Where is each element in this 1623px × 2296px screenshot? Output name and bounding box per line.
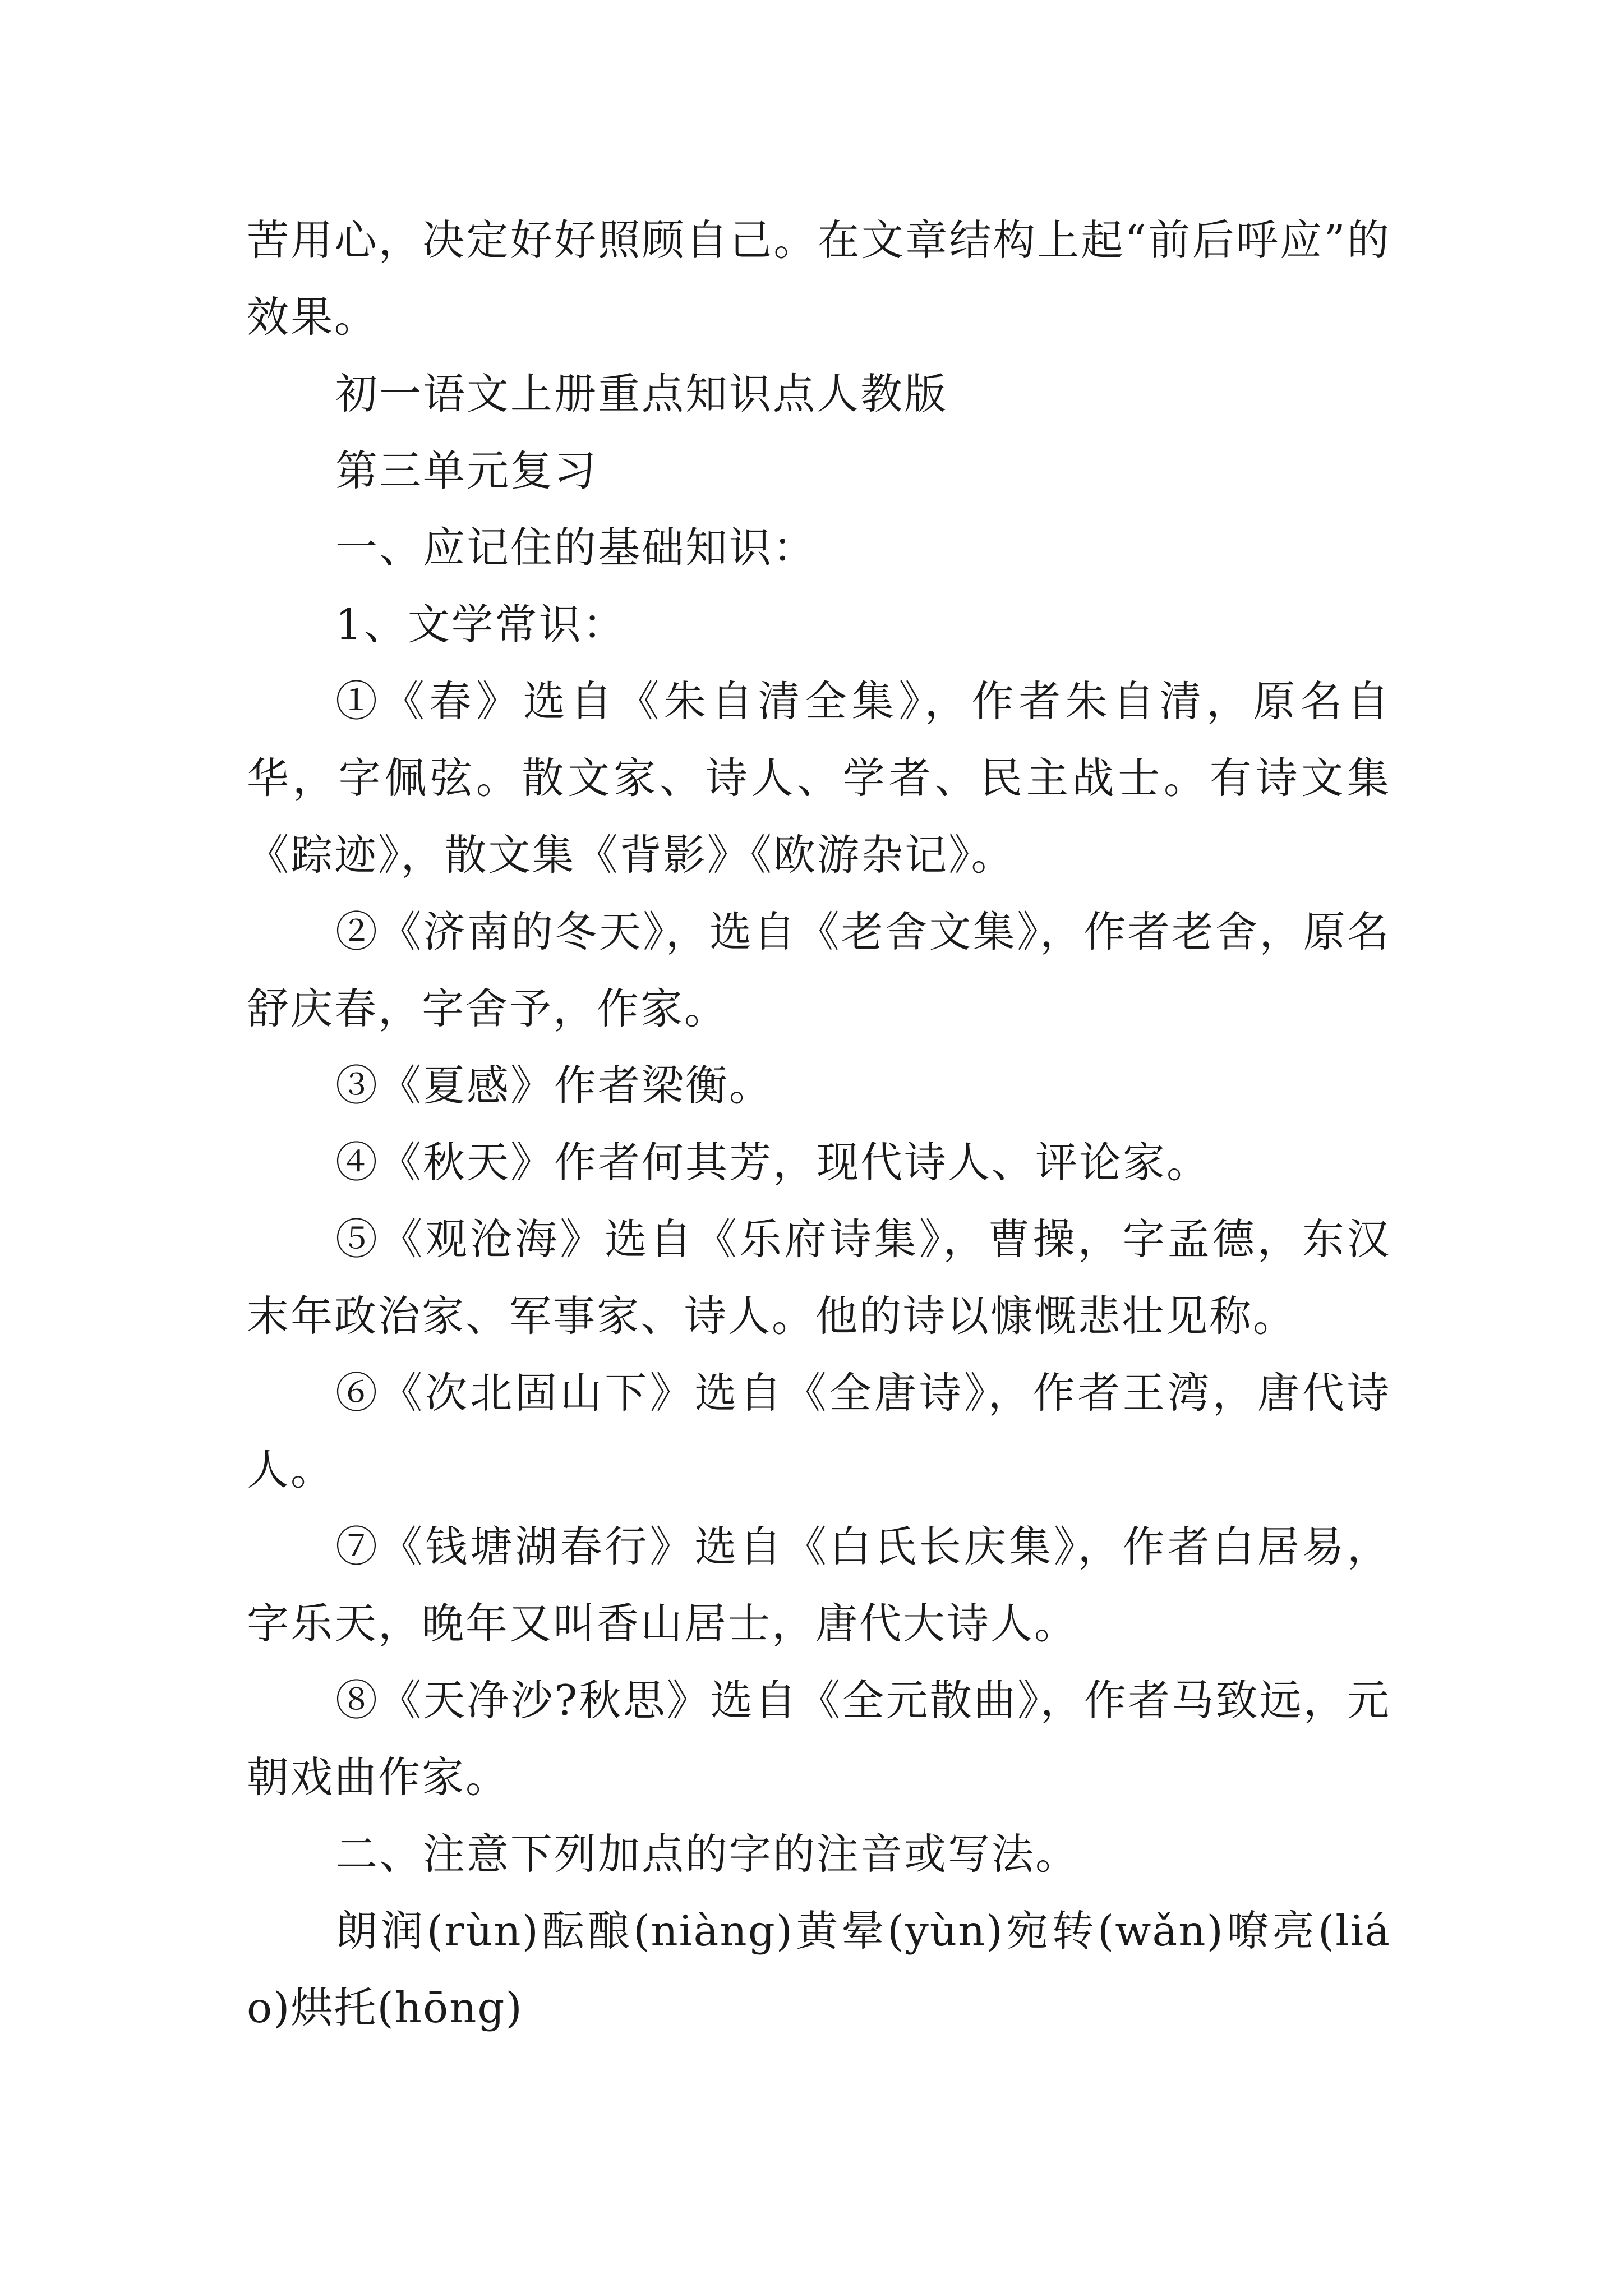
list-item-viewing-sea: ⑤《观沧海》选自《乐府诗集》，曹操，字孟德，东汉末年政治家、军事家、诗人。他的诗以慷慨悲壮见称。 <box>247 1214 1391 1341</box>
section-heading-pronunciation: 二、注意下列加点的字的注音或写法。 <box>335 1829 1080 1879</box>
list-item-beigu-mountain: ⑥《次北固山下》选自《全唐诗》，作者王湾，唐代诗人。 <box>247 1368 1391 1494</box>
list-item-autumn: ④《秋天》作者何其芳，现代诗人、评论家。 <box>335 1138 1211 1187</box>
list-item-jinan-winter: ②《济南的冬天》，选自《老舍文集》，作者老舍，原名舒庆春，字舍予，作家。 <box>247 907 1391 1033</box>
document-body <box>247 202 1391 2046</box>
list-item-autumn-thoughts: ⑧《天净沙?秋思》选自《全元散曲》，作者马致远，元朝戏曲作家。 <box>247 1676 1391 1802</box>
unit-heading: 第三单元复习 <box>335 446 598 495</box>
section-heading-basics: 一、应记住的基础知识： <box>335 523 817 572</box>
document-title: 初一语文上册重点知识点人教版 <box>335 369 948 418</box>
list-item-summer: ③《夏感》作者梁衡。 <box>335 1061 773 1110</box>
list-item-spring: ①《春》选自《朱自清全集》，作者朱自清，原名自华，字佩弦。散文家、诗人、学者、民主战士。有诗文集《踪迹》，散文集《背影》《欧游杂记》。 <box>247 677 1391 880</box>
paragraph-continuation: 苦用心，决定好好照顾自己。在文章结构上起“前后呼应”的效果。 <box>247 215 1391 342</box>
pinyin-list: 朗润(rùn)酝酿(niàng)黄晕(yùn)宛转(wǎn)嘹亮(liáo)烘托(hōng) <box>247 1906 1391 2032</box>
subsection-heading-literature: 1、文学常识： <box>335 600 626 649</box>
list-item-qiantang-lake: ⑦《钱塘湖春行》选自《白氏长庆集》，作者白居易，字乐天，晚年又叫香山居士，唐代大诗人。 <box>247 1522 1391 1648</box>
